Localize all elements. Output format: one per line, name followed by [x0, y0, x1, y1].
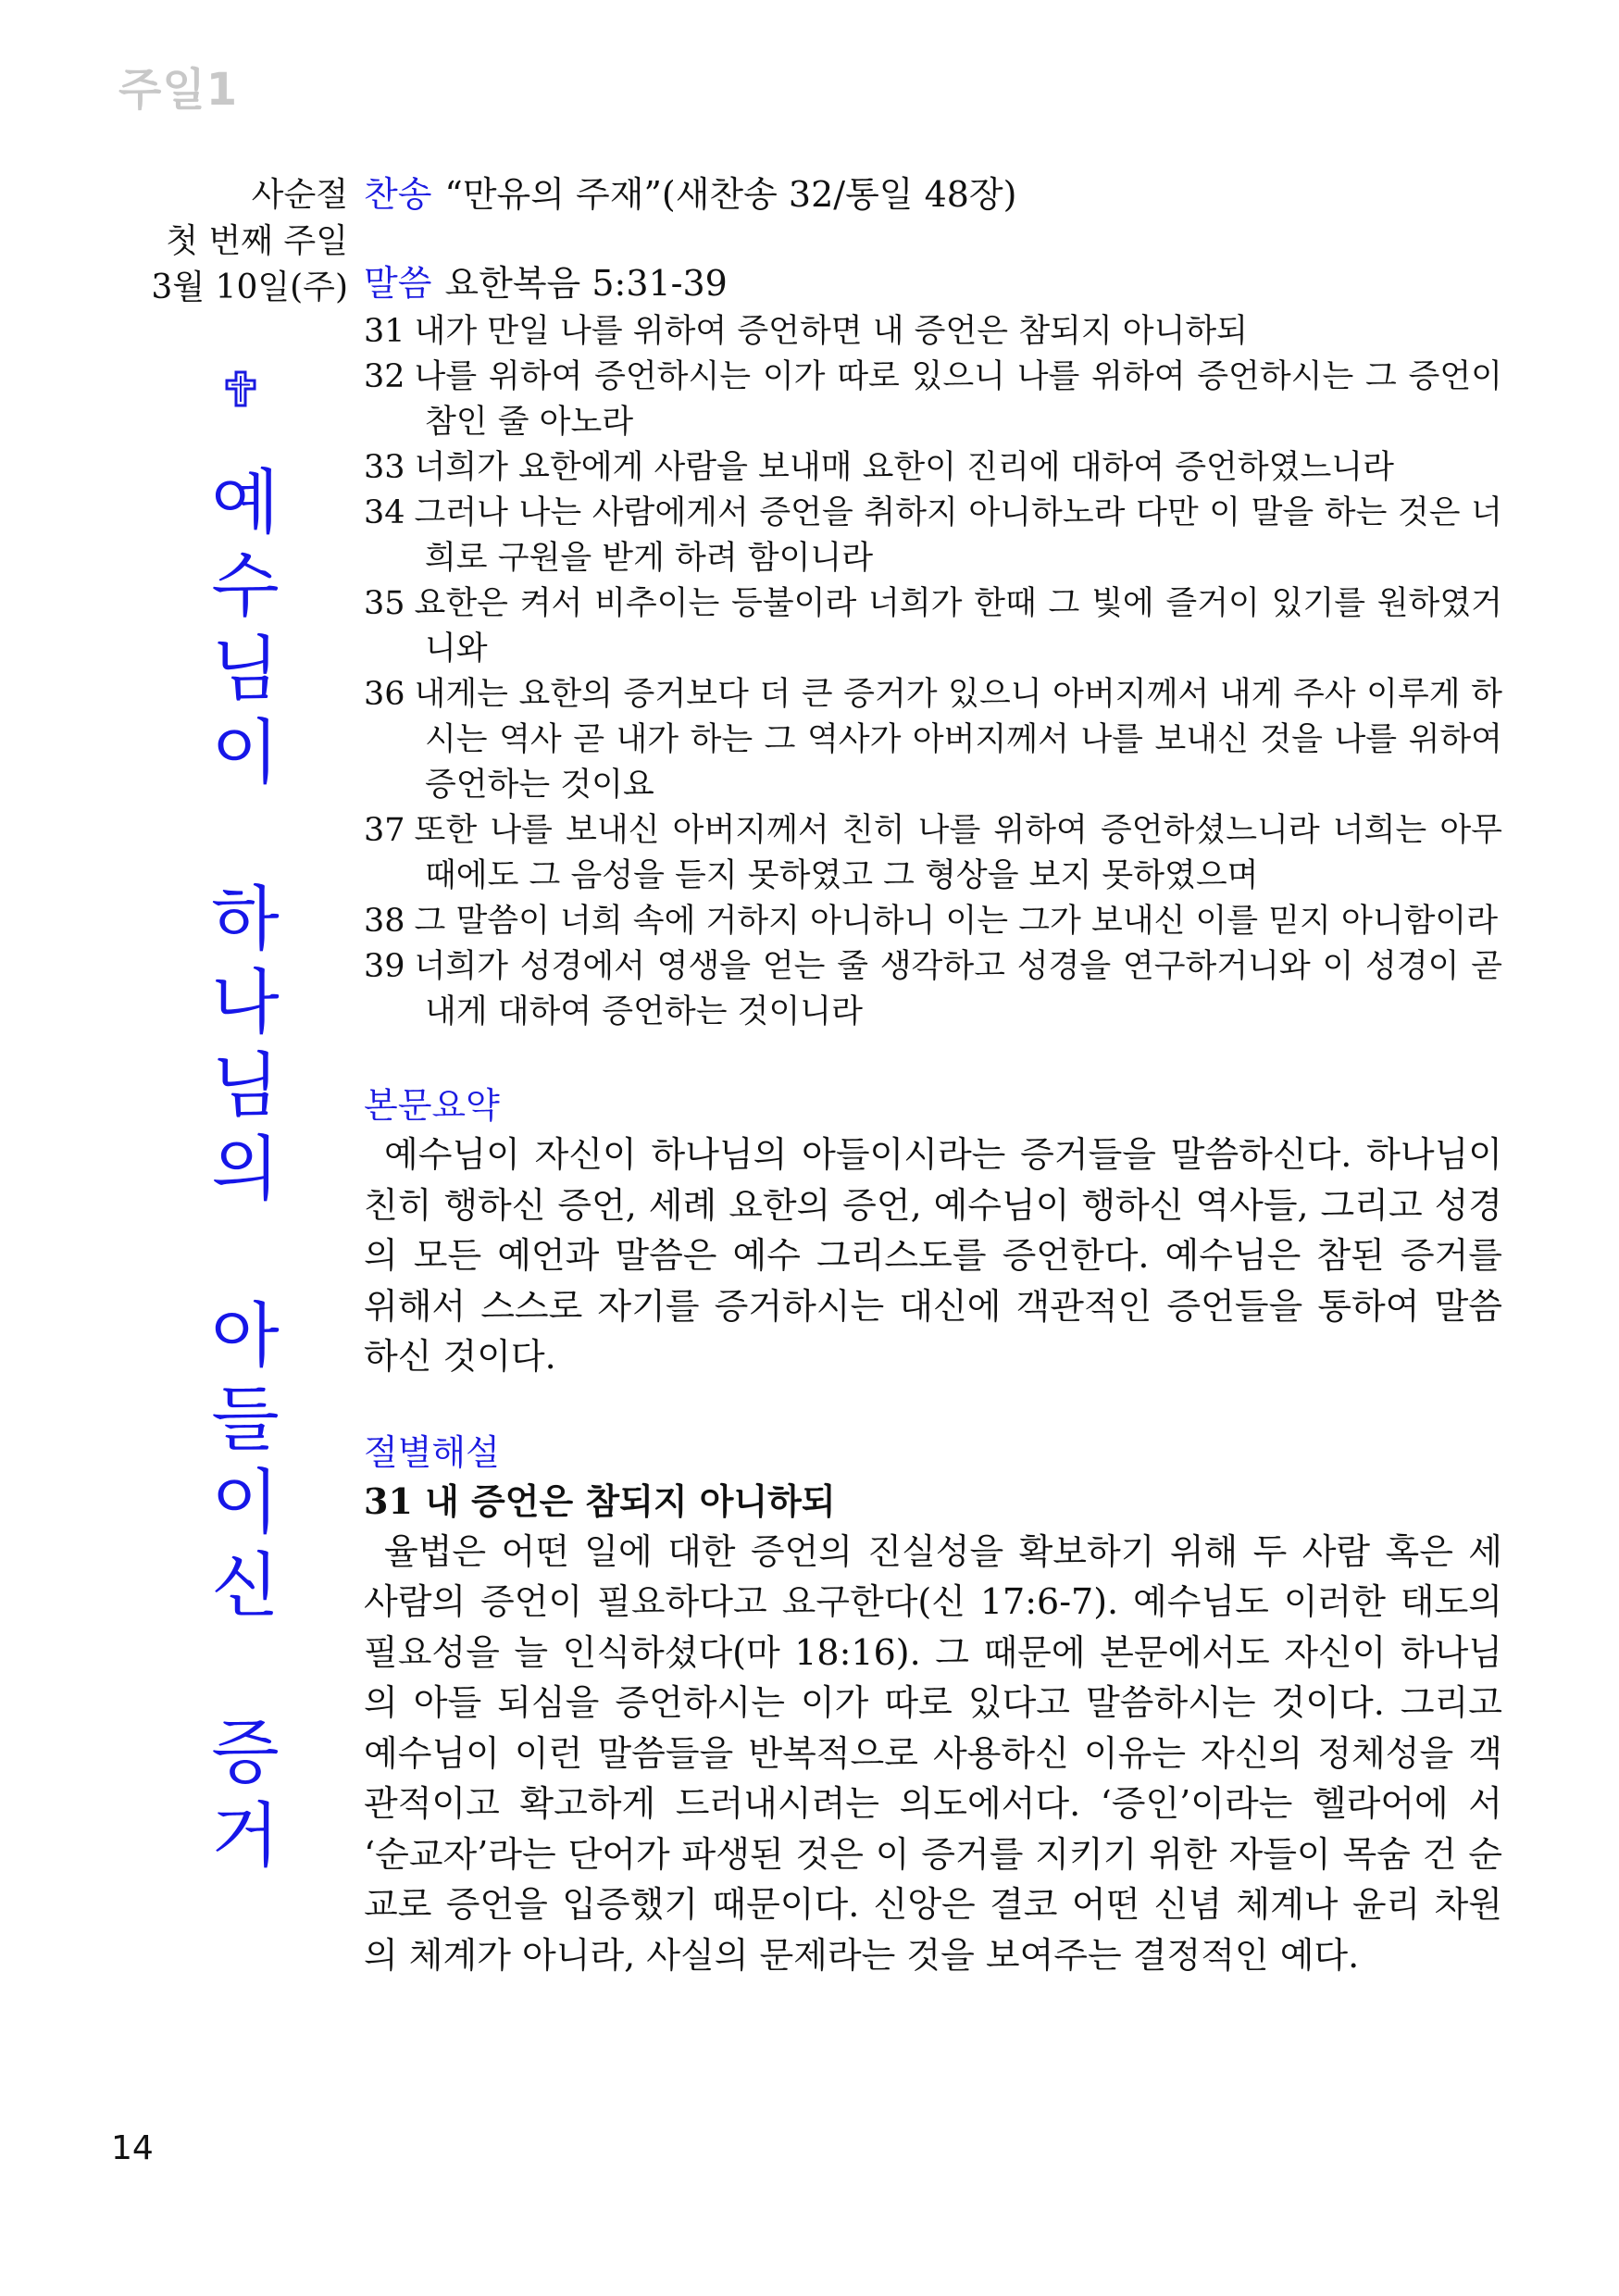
season-label: 사순절 [251, 176, 348, 214]
title-char: 증 [211, 1711, 280, 1793]
verse-number: 33 [364, 449, 405, 486]
week-label: 첫 번째 주일 [166, 222, 348, 260]
title-char: 수 [211, 544, 280, 627]
verse-35 [364, 581, 1502, 672]
section-label: 주일1 [118, 64, 239, 116]
vertical-title [199, 461, 292, 1878]
summary-heading: 본문요약 [364, 1085, 500, 1126]
commentary-subheading: 31 내 증언은 참되지 아니하되 [364, 1479, 836, 1522]
title-char: 들 [211, 1378, 280, 1460]
verse-31 [364, 309, 1502, 355]
title-char: 이 [211, 1461, 280, 1543]
verse-number: 34 [364, 494, 405, 531]
verse-34 [364, 491, 1502, 581]
title-char: 나 [211, 961, 280, 1043]
title-char: 이 [211, 711, 280, 793]
page-number: 14 [111, 2129, 154, 2167]
title-char: 님 [211, 628, 280, 710]
verse-text: 나를 위하여 증언하시는 이가 따로 있으니 나를 위하여 증언하시는 그 증언이 참인 줄 아노라 [414, 358, 1502, 441]
main-content [364, 170, 1502, 1980]
verse-text: 너희가 성경에서 영생을 얻는 줄 생각하고 성경을 연구하거니와 이 성경이 곧 내게 대하여 증언하는 것이니라 [414, 948, 1502, 1030]
verse-text: 또한 나를 보내신 아버지께서 친히 나를 위하여 증언하셨느니라 너희는 아무 때에도 그 음성을 듣지 못하였고 그 형상을 보지 못하였으며 [414, 812, 1502, 894]
scripture-reference: 요한복음 5:31-39 [444, 263, 728, 304]
verse-39 [364, 944, 1502, 1035]
verse-number: 32 [364, 358, 405, 395]
title-char: 의 [211, 1128, 280, 1210]
title-char: 님 [211, 1044, 280, 1127]
verse-list [364, 309, 1502, 1035]
verse-text: 내가 만일 나를 위하여 증언하면 내 증언은 참되지 아니하되 [414, 313, 1248, 350]
verse-text: 그 말씀이 너희 속에 거하지 아니하니 이는 그가 보내신 이를 믿지 아니함이라 [414, 903, 1499, 940]
verse-number: 38 [364, 903, 405, 940]
title-char: 아 [211, 1294, 280, 1377]
verse-text: 너희가 요한에게 사람을 보내매 요한이 진리에 대하여 증언하였느니라 [414, 449, 1394, 486]
hymn-title: “만유의 주재”(새찬송 32/통일 48장) [444, 174, 1017, 215]
title-char: 거 [211, 1794, 280, 1877]
scripture-label: 말씀 [364, 263, 432, 304]
title-char: 하 [211, 878, 280, 960]
hymn-label: 찬송 [364, 174, 432, 215]
title-char: 예 [211, 461, 280, 543]
verse-number: 31 [364, 313, 405, 350]
verse-38 [364, 899, 1502, 944]
scripture-row [364, 259, 1502, 307]
verse-text: 내게는 요한의 증거보다 더 큰 증거가 있으니 아버지께서 내게 주사 이루게 하시는 역사 곧 내가 하는 그 역사가 아버지께서 나를 보내신 것을 나를 위하여 증언하는 것이요 [414, 676, 1502, 804]
verse-number: 36 [364, 676, 405, 713]
verse-32 [364, 355, 1502, 445]
verse-number: 39 [364, 948, 405, 985]
title-char [199, 1211, 292, 1294]
verse-33 [364, 445, 1502, 491]
title-char [199, 1628, 292, 1711]
verse-number: 35 [364, 585, 405, 622]
date-label: 3월 10일(주) [151, 268, 348, 306]
commentary-heading: 절별해설 [364, 1431, 500, 1473]
cross-icon [224, 370, 257, 407]
verse-number: 37 [364, 812, 405, 849]
title-char [199, 794, 292, 878]
summary-text: 예수님이 자신이 하나님의 아들이시라는 증거들을 말씀하신다. 하나님이 친히 행하신 증언, 세례 요한의 증언, 예수님이 행하신 역사들, 그리고 성경의 모든 예언과 말씀은 예수 그리스도를 증언한다. 예수님은 참된 증거를 위해서 스스로 자기를 증거하시는 대신에 객관적인 증언들을 통하여 말씀하신 것이다. [364, 1134, 1502, 1377]
hymn-row [364, 170, 1502, 218]
commentary-text: 율법은 어떤 일에 대한 증언의 진실성을 확보하기 위해 두 사람 혹은 세 사람의 증언이 필요하다고 요구한다(신 17:6-7). 예수님도 이러한 태도의 필요성을 늘 인식하셨다(마 18:16). 그 때문에 본문에서도 자신이 하나님의 아들 되심을 증언하시는 이가 따로 있다고 말씀하시는 것이다. 그리고 예수님이 이런 말씀들을 반복적으로 사용하신 이유는 자신의 정체성을 객관적이고 확고하게 드러내시려는 의도에서다. ‘증인’이라는 헬라어에 서 ‘순교자’라는 단어가 파생된 것은 이 증거를 지키기 위한 자들이 목숨 건 순교로 증언을 입증했기 때문이다. 신앙은 결코 어떤 신념 체계나 윤리 차원의 체계가 아니라, 사실의 문제라는 것을 보여주는 결정적인 예다. [364, 1530, 1502, 1976]
verse-37 [364, 808, 1502, 899]
verse-36 [364, 672, 1502, 808]
verse-text: 그러나 나는 사람에게서 증언을 취하지 아니하노라 다만 이 말을 하는 것은 너희로 구원을 받게 하려 함이니라 [414, 494, 1502, 577]
date-info [137, 172, 348, 311]
title-char: 신 [211, 1544, 280, 1627]
verse-text: 요한은 켜서 비추이는 등불이라 너희가 한때 그 빛에 즐거이 있기를 원하였거니와 [414, 585, 1502, 668]
